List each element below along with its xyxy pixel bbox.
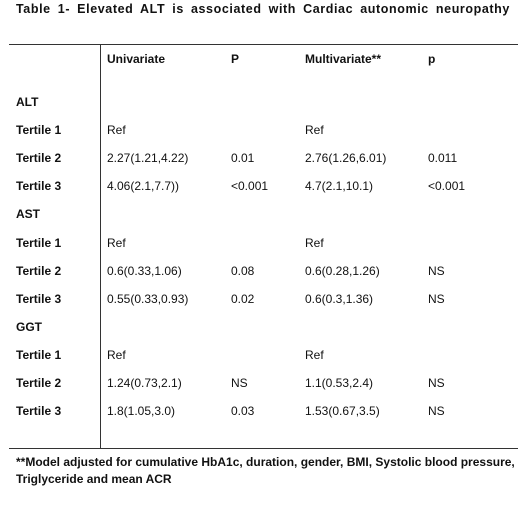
table-bottom-rule <box>9 448 518 449</box>
row-label: Tertile 2 <box>16 376 62 390</box>
cell-p-multivariate: 0.011 <box>428 151 458 165</box>
header-p-multivariate: p <box>428 52 436 66</box>
cell-p-multivariate: <0.001 <box>428 179 466 193</box>
row-label: Tertile 1 <box>16 236 62 250</box>
cell-p: <0.001 <box>231 179 269 193</box>
row-label: Tertile 2 <box>16 264 62 278</box>
row-label: Tertile 3 <box>16 179 62 193</box>
cell-p-multivariate: NS <box>428 404 445 418</box>
row-label: AST <box>16 207 40 221</box>
row-label: ALT <box>16 95 39 109</box>
cell-multivariate: 0.6(0.28,1.26) <box>305 264 380 278</box>
table-column-divider <box>100 44 101 448</box>
cell-multivariate: 4.7(2.1,10.1) <box>305 179 374 193</box>
row-label: Tertile 2 <box>16 151 62 165</box>
header-p: P <box>231 52 240 66</box>
cell-univariate: 4.06(2.1,7.7)) <box>107 179 180 193</box>
cell-univariate: Ref <box>107 348 126 362</box>
cell-univariate: 0.6(0.33,1.06) <box>107 264 182 278</box>
table-footnote: **Model adjusted for cumulative HbA1c, duration, gender, BMI, Systolic blood pressure, Triglyceride and mean ACR <box>16 455 515 486</box>
cell-multivariate: 2.76(1.26,6.01) <box>305 151 387 165</box>
row-label: Tertile 1 <box>16 123 62 137</box>
cell-multivariate: 1.1(0.53,2.4) <box>305 376 374 390</box>
cell-multivariate: 1.53(0.67,3.5) <box>305 404 380 418</box>
cell-multivariate: Ref <box>305 123 324 137</box>
cell-p: 0.03 <box>231 404 255 418</box>
row-label: Tertile 3 <box>16 404 62 418</box>
cell-univariate: 1.24(0.73,2.1) <box>107 376 182 390</box>
row-label: Tertile 3 <box>16 292 62 306</box>
cell-p-multivariate: NS <box>428 264 445 278</box>
header-multivariate: Multivariate** <box>305 52 382 66</box>
cell-multivariate: Ref <box>305 348 324 362</box>
row-label: Tertile 1 <box>16 348 62 362</box>
cell-p-multivariate: NS <box>428 376 445 390</box>
header-univariate: Univariate <box>107 52 166 66</box>
cell-p: NS <box>231 376 248 390</box>
cell-p: 0.08 <box>231 264 255 278</box>
row-label: GGT <box>16 320 42 334</box>
cell-univariate: 0.55(0.33,0.93) <box>107 292 189 306</box>
cell-univariate: Ref <box>107 236 126 250</box>
cell-multivariate: 0.6(0.3,1.36) <box>305 292 374 306</box>
cell-p-multivariate: NS <box>428 292 445 306</box>
cell-multivariate: Ref <box>305 236 324 250</box>
cell-p: 0.01 <box>231 151 255 165</box>
cell-univariate: 1.8(1.05,3.0) <box>107 404 176 418</box>
cell-univariate: 2.27(1.21,4.22) <box>107 151 189 165</box>
cell-p: 0.02 <box>231 292 255 306</box>
table-top-rule <box>9 44 518 45</box>
cell-univariate: Ref <box>107 123 126 137</box>
table-caption: Table 1- Elevated ALT is associated with Cardiac autonomic neuropathy <box>16 2 510 16</box>
